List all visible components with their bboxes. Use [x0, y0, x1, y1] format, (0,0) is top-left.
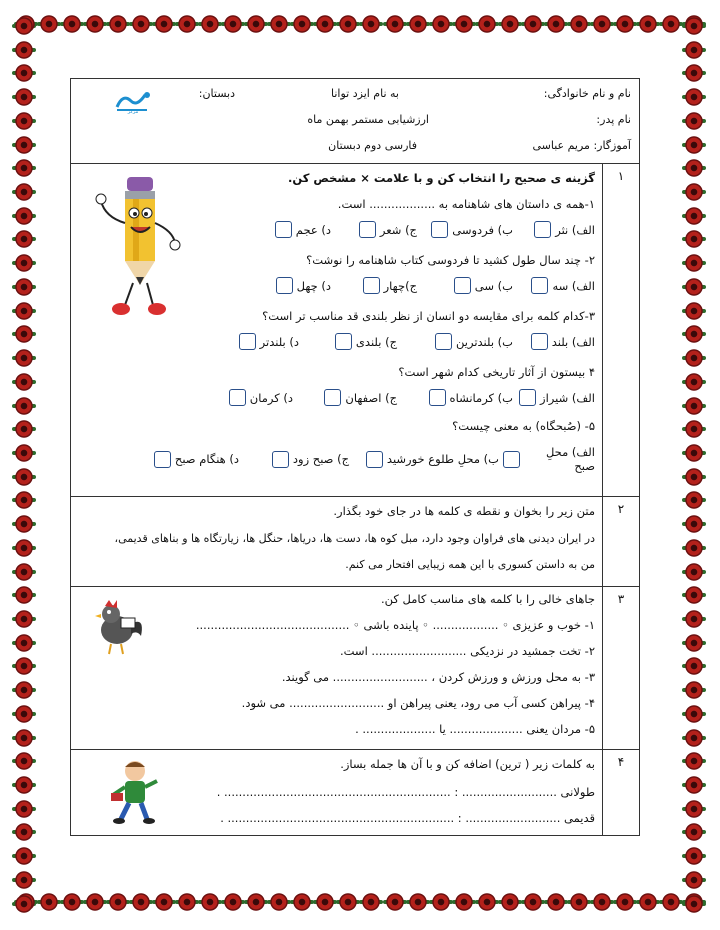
- flower-icon: [14, 158, 34, 178]
- flower-icon: [223, 14, 243, 34]
- father-name-label: نام پدر:: [596, 113, 631, 126]
- flower-icon: [684, 111, 704, 131]
- worksheet-header: [71, 79, 639, 164]
- flower-icon: [14, 751, 34, 771]
- flower-icon: [684, 894, 704, 914]
- option-label: الف) محلِ صبح: [545, 445, 595, 473]
- option-label: د) عجم: [295, 222, 331, 237]
- checkbox[interactable]: [324, 389, 341, 406]
- flower-icon: [14, 822, 34, 842]
- option-label: ب) سی: [474, 278, 513, 293]
- flower-icon: [14, 229, 34, 249]
- flower-icon: [14, 870, 34, 890]
- checkbox[interactable]: [239, 333, 256, 350]
- flower-icon: [14, 775, 34, 795]
- option-label: ب) بلندترین: [456, 334, 513, 349]
- checkbox[interactable]: [429, 389, 446, 406]
- flower-icon: [338, 14, 358, 34]
- checkbox[interactable]: [154, 451, 171, 468]
- question-2-options: [272, 277, 595, 294]
- flower-icon: [223, 892, 243, 912]
- flower-icon: [131, 14, 151, 34]
- flower-icon: [684, 680, 704, 700]
- option-label: ج) صبح زود: [292, 452, 349, 466]
- section-3: [71, 586, 639, 750]
- flower-icon: [684, 277, 704, 297]
- flower-icon: [684, 206, 704, 226]
- flower-icon: [14, 514, 34, 534]
- flower-icon: [684, 514, 704, 534]
- question-3-options: [235, 333, 595, 350]
- flower-icon: [684, 751, 704, 771]
- flower-icon: [385, 892, 405, 912]
- fill-blank-1: ۱- خوب و عزیزی ◦ .................. ◦ پاینده باشی ◦ ..........................................: [195, 618, 595, 632]
- school-logo: [111, 87, 155, 117]
- fill-blank-3: ۳- به محل ورزش و ورزش کردن ، .......................... می گویند.: [281, 670, 595, 684]
- flower-icon: [684, 419, 704, 439]
- flower-icon: [684, 822, 704, 842]
- checkbox[interactable]: [272, 451, 289, 468]
- flower-icon: [85, 892, 105, 912]
- fill-blank-2: ۲- تخت جمشید در نزدیکی .......................... است.: [339, 644, 595, 658]
- flower-icon: [684, 467, 704, 487]
- flower-icon: [200, 14, 220, 34]
- flower-icon: [315, 892, 335, 912]
- flower-icon: [684, 656, 704, 676]
- flower-icon: [108, 14, 128, 34]
- flower-icon: [14, 562, 34, 582]
- rooster-icon: [87, 596, 147, 656]
- flower-icon: [615, 892, 635, 912]
- section-4: [71, 749, 639, 835]
- question-3: ۳-کدام کلمه برای مقایسه دو انسان از نظر بلندی قد مناسب تر است؟: [262, 309, 595, 323]
- flower-icon: [177, 892, 197, 912]
- option-label: ج) اصفهان: [345, 390, 397, 405]
- flower-icon: [14, 301, 34, 321]
- section-1-instruction: گزینه ی صحیح را انتخاب کن و با علامت × مشخص کن.: [287, 171, 595, 185]
- section-3-instruction: جاهای خالی را با کلمه های مناسب کامل کن.: [380, 592, 595, 606]
- flower-icon: [246, 892, 266, 912]
- question-4: ۴ بیستون از آثار تاریخی کدام شهر است؟: [398, 365, 595, 379]
- option-label: ج)چهار: [383, 278, 417, 293]
- fill-blank-4: ۴- پیراهن کسی آب می رود، یعنی پیراهن او .......................... می شود.: [241, 696, 595, 710]
- flower-icon: [454, 14, 474, 34]
- option-label: د) بلندتر: [259, 334, 299, 349]
- flower-icon: [684, 490, 704, 510]
- flower-icon: [14, 135, 34, 155]
- flower-icon: [14, 182, 34, 202]
- student-name-label: نام و نام خانوادگی:: [543, 87, 631, 100]
- flower-icon: [684, 372, 704, 392]
- flower-icon: [431, 14, 451, 34]
- flower-icon: [14, 206, 34, 226]
- option-label: الف) سه: [552, 278, 595, 293]
- flower-icon: [246, 14, 266, 34]
- checkbox[interactable]: [454, 277, 471, 294]
- flower-icon: [14, 680, 34, 700]
- flower-icon: [523, 892, 543, 912]
- flower-icon: [500, 14, 520, 34]
- checkbox[interactable]: [519, 389, 536, 406]
- border-column: [684, 16, 706, 914]
- flower-icon: [361, 14, 381, 34]
- flower-icon: [39, 892, 59, 912]
- section-4-number: ۴: [617, 755, 625, 769]
- flower-icon: [638, 892, 658, 912]
- flower-icon: [684, 63, 704, 83]
- checkbox[interactable]: [335, 333, 352, 350]
- flower-icon: [154, 892, 174, 912]
- option-label: د) هنگام صبح: [174, 452, 239, 466]
- boy-running-icon: [107, 757, 161, 829]
- flower-icon: [14, 656, 34, 676]
- checkbox[interactable]: [359, 221, 376, 238]
- flower-icon: [431, 892, 451, 912]
- flower-icon: [14, 324, 34, 344]
- flower-icon: [269, 14, 289, 34]
- flower-icon: [684, 16, 704, 36]
- option-label: الف) نثر: [555, 222, 595, 237]
- flower-icon: [684, 704, 704, 724]
- flower-icon: [684, 846, 704, 866]
- pencil-mascot-icon: [95, 173, 183, 323]
- flower-icon: [338, 892, 358, 912]
- flower-icon: [315, 14, 335, 34]
- flower-icon: [408, 892, 428, 912]
- flower-icon: [14, 728, 34, 748]
- flower-icon: [200, 892, 220, 912]
- flower-icon: [661, 892, 681, 912]
- flower-icon: [108, 892, 128, 912]
- flower-icon: [62, 14, 82, 34]
- flower-icon: [684, 775, 704, 795]
- border-row: [16, 892, 704, 914]
- flower-icon: [14, 16, 34, 36]
- flower-icon: [684, 728, 704, 748]
- option-label: ب) محلِ طلوع خورشید: [386, 452, 499, 466]
- flower-icon: [546, 14, 566, 34]
- flower-icon: [684, 324, 704, 344]
- section-1-number: ۱: [617, 169, 625, 183]
- flower-icon: [361, 892, 381, 912]
- flower-icon: [477, 892, 497, 912]
- section-2-text-line-2: من به داستن کسوری با این همه زیبایی افتحار می کنم.: [345, 558, 595, 571]
- flower-icon: [684, 443, 704, 463]
- border-row: [16, 14, 704, 36]
- flower-icon: [14, 40, 34, 60]
- flower-icon: [14, 87, 34, 107]
- subject-title: فارسی دوم دبستان: [328, 139, 417, 152]
- question-5-options: [150, 445, 595, 473]
- flower-icon: [638, 14, 658, 34]
- flower-icon: [385, 14, 405, 34]
- border-column: [14, 16, 36, 914]
- flower-icon: [14, 490, 34, 510]
- checkbox[interactable]: [435, 333, 452, 350]
- fill-blank-5: ۵- مردان یعنی .................... یا .................... .: [355, 722, 595, 736]
- flower-icon: [14, 253, 34, 273]
- flower-icon: [684, 633, 704, 653]
- section-2: [71, 496, 639, 587]
- flower-icon: [684, 135, 704, 155]
- question-5: ۵- (صُبحگاه) به معنی چیست؟: [452, 419, 595, 433]
- checkbox[interactable]: [366, 451, 383, 468]
- school-label: دبستان:: [198, 87, 235, 100]
- flower-icon: [592, 892, 612, 912]
- flower-icon: [684, 229, 704, 249]
- flower-icon: [684, 585, 704, 605]
- flower-icon: [684, 538, 704, 558]
- flower-icon: [14, 799, 34, 819]
- option-label: ب) فردوسی: [452, 222, 513, 237]
- section-1-number-col: [602, 163, 639, 496]
- worksheet: [70, 78, 640, 836]
- flower-icon: [14, 111, 34, 131]
- flower-icon: [14, 846, 34, 866]
- checkbox[interactable]: [229, 389, 246, 406]
- flower-icon: [292, 892, 312, 912]
- flower-icon: [477, 14, 497, 34]
- flower-icon: [684, 396, 704, 416]
- flower-icon: [592, 14, 612, 34]
- flower-icon: [85, 14, 105, 34]
- flower-icon: [14, 63, 34, 83]
- flower-icon: [14, 633, 34, 653]
- flower-icon: [500, 892, 520, 912]
- section-2-instruction: متن زیر را بخوان و نقطه ی کلمه ها در جای خود بگذار.: [333, 504, 595, 518]
- flower-icon: [269, 892, 289, 912]
- flower-icon: [684, 870, 704, 890]
- question-4-options: [225, 389, 595, 406]
- checkbox[interactable]: [363, 277, 380, 294]
- question-1: ۱-همه ی داستان های شاهنامه به .................. است.: [337, 197, 595, 211]
- flower-icon: [454, 892, 474, 912]
- flower-icon: [14, 538, 34, 558]
- question-1-options: [271, 221, 595, 238]
- flower-icon: [546, 892, 566, 912]
- sentence-line-1: طولانی .......................... : .............................................................. .: [216, 785, 595, 799]
- flower-icon: [684, 87, 704, 107]
- flower-icon: [14, 443, 34, 463]
- flower-icon: [569, 892, 589, 912]
- section-2-text-line-1: در ایران دیدنی های فراوان وجود دارد، مبل کوه ها، دست ها، دریاها، حنگل ها، زیارتگاه ها و بناهای قدیمی،: [114, 532, 595, 545]
- logo-text: مرکز: [127, 109, 139, 115]
- option-label: ب) کرمانشاه: [449, 390, 513, 405]
- checkbox[interactable]: [531, 277, 548, 294]
- flower-icon: [62, 892, 82, 912]
- flower-icon: [14, 609, 34, 629]
- flower-icon: [684, 253, 704, 273]
- section-1: [71, 163, 639, 497]
- teacher-label: آموزگار: مریم عباسی: [532, 139, 631, 152]
- flower-icon: [14, 467, 34, 487]
- option-label: ج) بلندی: [355, 334, 397, 349]
- flower-icon: [292, 14, 312, 34]
- checkbox[interactable]: [503, 451, 520, 468]
- flower-icon: [408, 14, 428, 34]
- flower-icon: [14, 894, 34, 914]
- checkbox[interactable]: [531, 333, 548, 350]
- flower-icon: [684, 182, 704, 202]
- exam-title: ارزشیابی مستمر بهمن ماه: [307, 113, 429, 126]
- flower-icon: [569, 14, 589, 34]
- flower-icon: [14, 277, 34, 297]
- option-label: د) چهل: [296, 278, 331, 293]
- flower-icon: [154, 14, 174, 34]
- question-2: ۲- چند سال طول کشید تا فردوسی کتاب شاهنامه را نوشت؟: [306, 253, 595, 267]
- flower-icon: [523, 14, 543, 34]
- checkbox[interactable]: [276, 277, 293, 294]
- flower-icon: [684, 348, 704, 368]
- flower-icon: [615, 14, 635, 34]
- section-2-number: ۲: [617, 502, 625, 516]
- flower-icon: [684, 40, 704, 60]
- flower-icon: [14, 348, 34, 368]
- basmala: به نام ایزد توانا: [331, 87, 399, 100]
- flower-icon: [14, 585, 34, 605]
- sentence-line-2: قدیمی .......................... : .............................................................. .: [220, 811, 595, 825]
- option-label: د) کرمان: [249, 390, 293, 405]
- flower-icon: [14, 704, 34, 724]
- checkbox[interactable]: [534, 221, 551, 238]
- flower-icon: [684, 158, 704, 178]
- flower-icon: [684, 799, 704, 819]
- flower-icon: [14, 419, 34, 439]
- flower-icon: [684, 301, 704, 321]
- flower-icon: [39, 14, 59, 34]
- checkbox[interactable]: [275, 221, 292, 238]
- flower-icon: [131, 892, 151, 912]
- option-label: الف) شیراز: [540, 390, 595, 405]
- checkbox[interactable]: [431, 221, 448, 238]
- flower-icon: [14, 372, 34, 392]
- flower-icon: [684, 562, 704, 582]
- section-4-instruction: به کلمات زیر ( ترین) اضافه کن و با آن ها جمله بساز.: [340, 757, 595, 771]
- flower-icon: [684, 609, 704, 629]
- section-3-number: ۳: [617, 592, 625, 606]
- flower-icon: [177, 14, 197, 34]
- flower-icon: [14, 396, 34, 416]
- flower-icon: [661, 14, 681, 34]
- option-label: الف) بلند: [551, 334, 595, 349]
- option-label: ج) شعر: [379, 222, 417, 237]
